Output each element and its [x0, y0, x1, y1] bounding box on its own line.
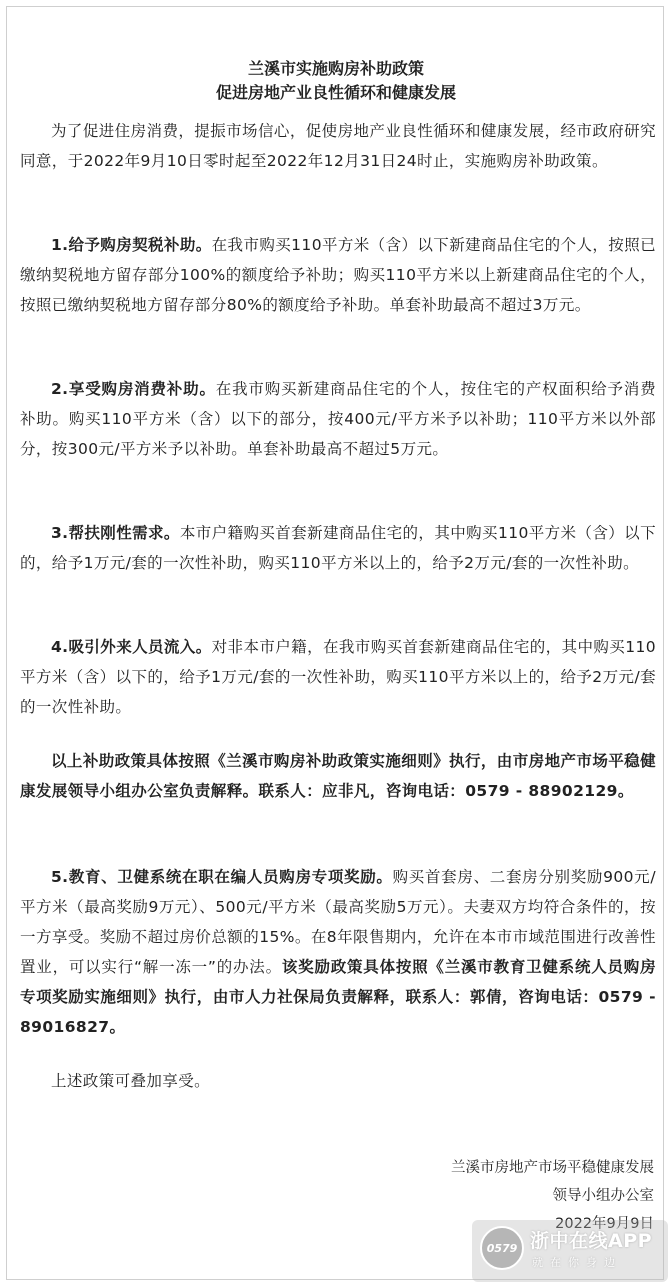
item4-body: 对非本市户籍，在我市购买首套新建商品住宅的，其中购买110平方米（含）以下的，给予1万元/套的一次性补助，购买110平方米以上的，给予2万元/套的一次性补助。 — [20, 638, 656, 716]
item2-paragraph — [20, 374, 656, 464]
item4-paragraph — [20, 632, 656, 722]
item1-paragraph — [20, 230, 656, 320]
item2-heading: 2.享受购房消费补助。 — [51, 380, 216, 398]
item3-body: 本市户籍购买首套新建商品住宅的，其中购买110平方米（含）以下的，给予1万元/套的一次性补助，购买110平方米以上的，给予2万元/套的一次性补助。 — [20, 524, 656, 572]
contact-paragraph: 以上补助政策具体按照《兰溪市购房补助政策实施细则》执行，由市房地产市场平稳健康发展领导小组办公室负责解释。联系人：应非凡，咨询电话：0579 - 88902129。 — [20, 752, 656, 800]
item1-heading: 1.给予购房契税补助。 — [51, 236, 212, 254]
item5-body: 购买首套房、二套房分别奖励900元/平方米（最高奖励9万元）、500元/平方米（最高奖励5万元）。夫妻双方均符合条件的，按一方享受。奖励不超过房价总额的15%。在8年限售期内，允许在本市市域范围进行改善性置业，可以实行“解一冻一”的办法。 — [20, 868, 656, 976]
item3-heading: 3.帮扶刚性需求。 — [51, 524, 180, 542]
document-title-line2: 促进房地产业良性循环和健康发展 — [215, 83, 456, 102]
item1-body: 在我市购买110平方米（含）以下新建商品住宅的个人，按照已缴纳契税地方留存部分100%的额度给予补助；购买110平方米以上新建商品住宅的个人，按照已缴纳契税地方留存部分80%的额度给予补助。单套补助最高不超过3万元。 — [20, 236, 656, 314]
app-logo-icon: 0579 — [480, 1226, 524, 1270]
item4-heading: 4.吸引外来人员流入。 — [51, 638, 212, 656]
document-date: 2022年9月9日 — [555, 1216, 654, 1232]
item3-paragraph — [20, 518, 656, 578]
signature-line1: 兰溪市房地产市场平稳健康发展 — [451, 1160, 654, 1176]
document-title-line1: 兰溪市实施购房补助政策 — [247, 59, 424, 78]
app-slogan: 就在你身边 — [532, 1256, 622, 1269]
app-watermark — [472, 1220, 668, 1282]
item2-body: 在我市购买新建商品住宅的个人，按住宅的产权面积给予消费补助。购买110平方米（含）以下的部分，按400元/平方米予以补助；110平方米以外部分，按300元/平方米予以补助。单套补助最高不超过5万元。 — [20, 380, 656, 458]
app-name: 浙中在线APP — [530, 1230, 653, 1252]
item5-heading: 5.教育、卫健系统在职在编人员购房专项奖励。 — [51, 868, 393, 886]
stacking-note: 上述政策可叠加享受。 — [51, 1072, 211, 1090]
signature-line2: 领导小组办公室 — [552, 1188, 654, 1204]
item5-paragraph — [20, 862, 656, 1042]
item5-bold-tail: 该奖励政策具体按照《兰溪市教育卫健系统人员购房专项奖励实施细则》执行，由市人力社保局负责解释，联系人：郭倩，咨询电话：0579 - 89016827。 — [20, 958, 656, 1036]
intro-paragraph: 为了促进住房消费，提振市场信心，促使房地产业良性循环和健康发展，经市政府研究同意，于2022年9月10日零时起至2022年12月31日24时止，实施购房补助政策。 — [20, 122, 656, 170]
